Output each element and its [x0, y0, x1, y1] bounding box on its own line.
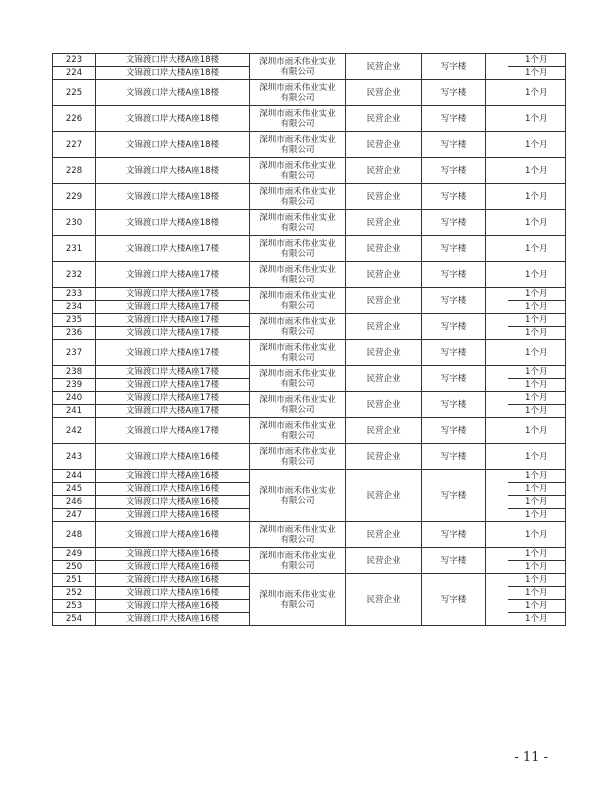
tenant-name-line1: 深圳市雨禾伟业实业 — [259, 290, 336, 301]
tenant-cell — [250, 262, 346, 288]
tenant-name-line1: 深圳市雨禾伟业实业 — [259, 589, 336, 600]
enterprise-type-cell: 民营企业 — [346, 132, 422, 158]
row-number: 254 — [53, 613, 96, 626]
row-number: 224 — [53, 67, 96, 80]
lease-period-cell: 1个月 — [508, 301, 566, 314]
lease-period-cell: 1个月 — [508, 262, 566, 288]
page-number: - 11 - — [514, 750, 548, 765]
lease-period-cell: 1个月 — [508, 158, 566, 184]
usage-cell: 写字楼 — [422, 210, 486, 236]
usage-cell: 写字楼 — [422, 444, 486, 470]
table-row — [53, 184, 566, 210]
table-row — [53, 158, 566, 184]
gap-cell — [486, 184, 508, 210]
location-cell: 文锦渡口岸大楼A座17楼 — [96, 288, 250, 301]
location-cell: 文锦渡口岸大楼A座17楼 — [96, 327, 250, 340]
location-cell: 文锦渡口岸大楼A座18楼 — [96, 106, 250, 132]
tenant-name-line2: 有限公司 — [280, 430, 315, 441]
table-row — [53, 444, 566, 470]
usage-cell: 写字楼 — [422, 236, 486, 262]
lease-period-cell: 1个月 — [508, 340, 566, 366]
table-row — [53, 522, 566, 548]
lease-period-cell: 1个月 — [508, 184, 566, 210]
tenant-name-line1: 深圳市雨禾伟业实业 — [259, 238, 336, 249]
enterprise-type-cell: 民营企业 — [346, 444, 422, 470]
location-cell: 文锦渡口岸大楼A座17楼 — [96, 418, 250, 444]
row-number: 233 — [53, 288, 96, 301]
table-row — [53, 340, 566, 366]
tenant-name-line2: 有限公司 — [280, 274, 315, 285]
gap-cell — [486, 522, 508, 548]
tenant-name-line2: 有限公司 — [280, 248, 315, 259]
row-number: 245 — [53, 483, 96, 496]
tenant-name-line1: 深圳市雨禾伟业实业 — [259, 446, 336, 457]
location-cell: 文锦渡口岸大楼A座16楼 — [96, 613, 250, 626]
tenant-cell — [250, 236, 346, 262]
location-cell: 文锦渡口岸大楼A座18楼 — [96, 67, 250, 80]
tenant-name-line1: 深圳市雨禾伟业实业 — [259, 342, 336, 353]
enterprise-type-cell: 民营企业 — [346, 314, 422, 340]
location-cell: 文锦渡口岸大楼A座17楼 — [96, 262, 250, 288]
lease-table-body — [53, 54, 566, 626]
lease-period-cell: 1个月 — [508, 613, 566, 626]
gap-cell — [486, 106, 508, 132]
tenant-name-line1: 深圳市雨禾伟业实业 — [259, 264, 336, 275]
usage-cell: 写字楼 — [422, 288, 486, 314]
row-number: 246 — [53, 496, 96, 509]
lease-period-cell: 1个月 — [508, 314, 566, 327]
gap-cell — [486, 392, 508, 418]
enterprise-type-cell: 民营企业 — [346, 418, 422, 444]
location-cell: 文锦渡口岸大楼A座18楼 — [96, 54, 250, 67]
tenant-cell — [250, 132, 346, 158]
gap-cell — [486, 54, 508, 80]
tenant-cell — [250, 548, 346, 574]
tenant-name-line1: 深圳市雨禾伟业实业 — [259, 56, 336, 67]
location-cell: 文锦渡口岸大楼A座16楼 — [96, 600, 250, 613]
row-number: 250 — [53, 561, 96, 574]
usage-cell: 写字楼 — [422, 366, 486, 392]
location-cell: 文锦渡口岸大楼A座16楼 — [96, 444, 250, 470]
row-number: 241 — [53, 405, 96, 418]
row-number: 230 — [53, 210, 96, 236]
enterprise-type-cell: 民营企业 — [346, 548, 422, 574]
gap-cell — [486, 574, 508, 626]
enterprise-type-cell: 民营企业 — [346, 574, 422, 626]
tenant-name-line2: 有限公司 — [280, 300, 315, 311]
row-number: 242 — [53, 418, 96, 444]
tenant-cell — [250, 80, 346, 106]
lease-period-cell: 1个月 — [508, 522, 566, 548]
enterprise-type-cell: 民营企业 — [346, 340, 422, 366]
enterprise-type-cell: 民营企业 — [346, 184, 422, 210]
location-cell: 文锦渡口岸大楼A座17楼 — [96, 301, 250, 314]
tenant-name-line2: 有限公司 — [280, 222, 315, 233]
table-row — [53, 314, 566, 327]
row-number: 237 — [53, 340, 96, 366]
row-number: 232 — [53, 262, 96, 288]
tenant-name-line2: 有限公司 — [280, 170, 315, 181]
table-row — [53, 236, 566, 262]
lease-period-cell: 1个月 — [508, 470, 566, 483]
enterprise-type-cell: 民营企业 — [346, 106, 422, 132]
lease-period-cell: 1个月 — [508, 54, 566, 67]
row-number: 234 — [53, 301, 96, 314]
row-number: 225 — [53, 80, 96, 106]
tenant-name-line2: 有限公司 — [280, 196, 315, 207]
tenant-name-line1: 深圳市雨禾伟业实业 — [259, 108, 336, 119]
tenant-cell — [250, 106, 346, 132]
lease-period-cell: 1个月 — [508, 405, 566, 418]
usage-cell: 写字楼 — [422, 314, 486, 340]
table-row — [53, 132, 566, 158]
table-row — [53, 470, 566, 483]
usage-cell: 写字楼 — [422, 418, 486, 444]
gap-cell — [486, 366, 508, 392]
tenant-name-line2: 有限公司 — [280, 378, 315, 389]
gap-cell — [486, 444, 508, 470]
row-number: 240 — [53, 392, 96, 405]
location-cell: 文锦渡口岸大楼A座17楼 — [96, 314, 250, 327]
table-row — [53, 548, 566, 561]
lease-period-cell: 1个月 — [508, 561, 566, 574]
lease-period-cell: 1个月 — [508, 574, 566, 587]
gap-cell — [486, 132, 508, 158]
lease-period-cell: 1个月 — [508, 106, 566, 132]
lease-period-cell: 1个月 — [508, 483, 566, 496]
location-cell: 文锦渡口岸大楼A座18楼 — [96, 184, 250, 210]
gap-cell — [486, 158, 508, 184]
row-number: 253 — [53, 600, 96, 613]
tenant-cell — [250, 314, 346, 340]
usage-cell: 写字楼 — [422, 470, 486, 522]
tenant-name-line2: 有限公司 — [280, 144, 315, 155]
enterprise-type-cell: 民营企业 — [346, 54, 422, 80]
tenant-name-line1: 深圳市雨禾伟业实业 — [259, 212, 336, 223]
lease-period-cell: 1个月 — [508, 392, 566, 405]
lease-period-cell: 1个月 — [508, 444, 566, 470]
enterprise-type-cell: 民营企业 — [346, 262, 422, 288]
location-cell: 文锦渡口岸大楼A座16楼 — [96, 561, 250, 574]
enterprise-type-cell: 民营企业 — [346, 210, 422, 236]
row-number: 226 — [53, 106, 96, 132]
row-number: 236 — [53, 327, 96, 340]
lease-period-cell: 1个月 — [508, 210, 566, 236]
gap-cell — [486, 548, 508, 574]
enterprise-type-cell: 民营企业 — [346, 158, 422, 184]
tenant-cell — [250, 340, 346, 366]
table-row — [53, 106, 566, 132]
tenant-cell — [250, 418, 346, 444]
tenant-name-line2: 有限公司 — [280, 118, 315, 129]
table-row — [53, 418, 566, 444]
enterprise-type-cell: 民营企业 — [346, 522, 422, 548]
enterprise-type-cell: 民营企业 — [346, 236, 422, 262]
tenant-cell — [250, 54, 346, 80]
location-cell: 文锦渡口岸大楼A座17楼 — [96, 405, 250, 418]
location-cell: 文锦渡口岸大楼A座16楼 — [96, 483, 250, 496]
tenant-name-line2: 有限公司 — [280, 495, 315, 506]
gap-cell — [486, 210, 508, 236]
location-cell: 文锦渡口岸大楼A座17楼 — [96, 340, 250, 366]
tenant-name-line1: 深圳市雨禾伟业实业 — [259, 485, 336, 496]
gap-cell — [486, 288, 508, 314]
tenant-name-line2: 有限公司 — [280, 456, 315, 467]
tenant-cell — [250, 210, 346, 236]
lease-period-cell: 1个月 — [508, 67, 566, 80]
location-cell: 文锦渡口岸大楼A座18楼 — [96, 132, 250, 158]
usage-cell: 写字楼 — [422, 392, 486, 418]
tenant-name-line2: 有限公司 — [280, 352, 315, 363]
tenant-name-line1: 深圳市雨禾伟业实业 — [259, 420, 336, 431]
usage-cell: 写字楼 — [422, 106, 486, 132]
lease-period-cell: 1个月 — [508, 327, 566, 340]
usage-cell: 写字楼 — [422, 80, 486, 106]
gap-cell — [486, 80, 508, 106]
table-row — [53, 210, 566, 236]
tenant-name-line1: 深圳市雨禾伟业实业 — [259, 186, 336, 197]
tenant-name-line2: 有限公司 — [280, 404, 315, 415]
gap-cell — [486, 236, 508, 262]
enterprise-type-cell: 民营企业 — [346, 470, 422, 522]
tenant-name-line1: 深圳市雨禾伟业实业 — [259, 524, 336, 535]
tenant-cell — [250, 184, 346, 210]
tenant-cell — [250, 522, 346, 548]
location-cell: 文锦渡口岸大楼A座18楼 — [96, 80, 250, 106]
usage-cell: 写字楼 — [422, 522, 486, 548]
table-row — [53, 392, 566, 405]
gap-cell — [486, 470, 508, 522]
row-number: 239 — [53, 379, 96, 392]
gap-cell — [486, 418, 508, 444]
lease-period-cell: 1个月 — [508, 80, 566, 106]
usage-cell: 写字楼 — [422, 574, 486, 626]
row-number: 251 — [53, 574, 96, 587]
row-number: 235 — [53, 314, 96, 327]
row-number: 248 — [53, 522, 96, 548]
location-cell: 文锦渡口岸大楼A座17楼 — [96, 366, 250, 379]
location-cell: 文锦渡口岸大楼A座17楼 — [96, 236, 250, 262]
location-cell: 文锦渡口岸大楼A座16楼 — [96, 470, 250, 483]
location-cell: 文锦渡口岸大楼A座16楼 — [96, 574, 250, 587]
table-row — [53, 80, 566, 106]
location-cell: 文锦渡口岸大楼A座16楼 — [96, 509, 250, 522]
tenant-cell — [250, 392, 346, 418]
row-number: 223 — [53, 54, 96, 67]
location-cell: 文锦渡口岸大楼A座16楼 — [96, 587, 250, 600]
location-cell: 文锦渡口岸大楼A座18楼 — [96, 158, 250, 184]
table-row — [53, 262, 566, 288]
row-number: 227 — [53, 132, 96, 158]
enterprise-type-cell: 民营企业 — [346, 366, 422, 392]
lease-period-cell: 1个月 — [508, 288, 566, 301]
lease-period-cell: 1个月 — [508, 587, 566, 600]
tenant-name-line1: 深圳市雨禾伟业实业 — [259, 134, 336, 145]
row-number: 252 — [53, 587, 96, 600]
lease-period-cell: 1个月 — [508, 366, 566, 379]
lease-period-cell: 1个月 — [508, 496, 566, 509]
row-number: 238 — [53, 366, 96, 379]
tenant-name-line1: 深圳市雨禾伟业实业 — [259, 160, 336, 171]
lease-table — [52, 53, 566, 626]
tenant-cell — [250, 158, 346, 184]
location-cell: 文锦渡口岸大楼A座16楼 — [96, 522, 250, 548]
tenant-name-line2: 有限公司 — [280, 560, 315, 571]
row-number: 228 — [53, 158, 96, 184]
tenant-name-line2: 有限公司 — [280, 534, 315, 545]
tenant-name-line2: 有限公司 — [280, 66, 315, 77]
location-cell: 文锦渡口岸大楼A座17楼 — [96, 392, 250, 405]
tenant-cell — [250, 470, 346, 522]
tenant-name-line1: 深圳市雨禾伟业实业 — [259, 394, 336, 405]
location-cell: 文锦渡口岸大楼A座17楼 — [96, 379, 250, 392]
gap-cell — [486, 262, 508, 288]
tenant-cell — [250, 444, 346, 470]
table-row — [53, 54, 566, 67]
tenant-name-line2: 有限公司 — [280, 92, 315, 103]
usage-cell: 写字楼 — [422, 158, 486, 184]
row-number: 249 — [53, 548, 96, 561]
usage-cell: 写字楼 — [422, 184, 486, 210]
location-cell: 文锦渡口岸大楼A座16楼 — [96, 548, 250, 561]
gap-cell — [486, 340, 508, 366]
usage-cell: 写字楼 — [422, 132, 486, 158]
tenant-name-line1: 深圳市雨禾伟业实业 — [259, 316, 336, 327]
lease-period-cell: 1个月 — [508, 236, 566, 262]
location-cell: 文锦渡口岸大楼A座18楼 — [96, 210, 250, 236]
tenant-name-line2: 有限公司 — [280, 326, 315, 337]
tenant-name-line1: 深圳市雨禾伟业实业 — [259, 550, 336, 561]
tenant-cell — [250, 574, 346, 626]
table-row — [53, 574, 566, 587]
tenant-name-line1: 深圳市雨禾伟业实业 — [259, 368, 336, 379]
tenant-name-line2: 有限公司 — [280, 599, 315, 610]
location-cell: 文锦渡口岸大楼A座16楼 — [96, 496, 250, 509]
row-number: 244 — [53, 470, 96, 483]
tenant-cell — [250, 288, 346, 314]
row-number: 231 — [53, 236, 96, 262]
lease-period-cell: 1个月 — [508, 418, 566, 444]
gap-cell — [486, 314, 508, 340]
usage-cell: 写字楼 — [422, 340, 486, 366]
lease-period-cell: 1个月 — [508, 379, 566, 392]
lease-period-cell: 1个月 — [508, 132, 566, 158]
row-number: 247 — [53, 509, 96, 522]
table-row — [53, 366, 566, 379]
usage-cell: 写字楼 — [422, 262, 486, 288]
enterprise-type-cell: 民营企业 — [346, 288, 422, 314]
row-number: 229 — [53, 184, 96, 210]
usage-cell: 写字楼 — [422, 54, 486, 80]
table-row — [53, 288, 566, 301]
row-number: 243 — [53, 444, 96, 470]
enterprise-type-cell: 民营企业 — [346, 392, 422, 418]
tenant-cell — [250, 366, 346, 392]
lease-period-cell: 1个月 — [508, 600, 566, 613]
lease-period-cell: 1个月 — [508, 509, 566, 522]
tenant-name-line1: 深圳市雨禾伟业实业 — [259, 82, 336, 93]
enterprise-type-cell: 民营企业 — [346, 80, 422, 106]
usage-cell: 写字楼 — [422, 548, 486, 574]
lease-period-cell: 1个月 — [508, 548, 566, 561]
